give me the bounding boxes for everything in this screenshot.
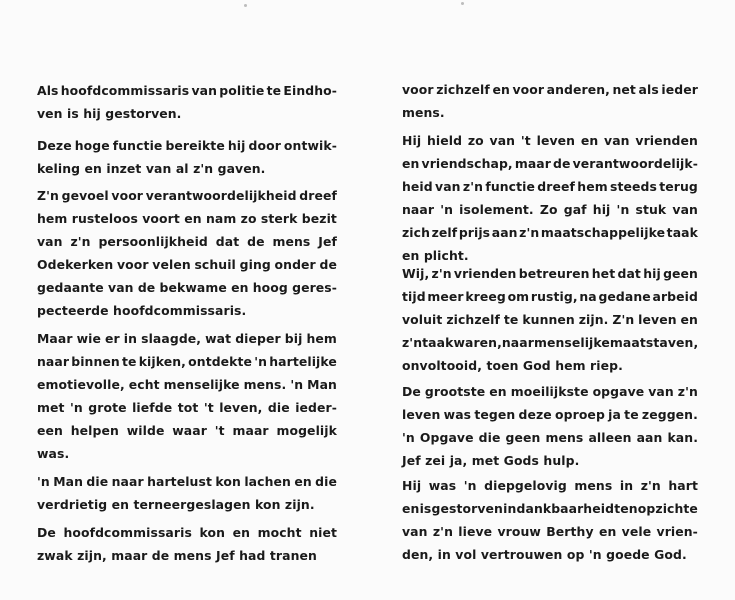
word: taak	[422, 335, 454, 350]
word: Zo	[539, 202, 558, 217]
word: vrienden	[635, 133, 698, 148]
word: naar	[402, 202, 435, 217]
word: isolement.	[459, 202, 534, 217]
word: was	[428, 478, 457, 493]
word: ja	[608, 407, 621, 422]
word: functie	[112, 138, 163, 153]
text-line	[37, 134, 337, 157]
word: opzichte	[637, 501, 698, 516]
paper-speck	[244, 4, 247, 7]
word: z'n	[70, 234, 91, 249]
word: de	[137, 280, 156, 295]
word: onder	[274, 257, 316, 272]
word: kreeg	[465, 289, 506, 304]
word: meer	[427, 289, 464, 304]
word: dankbaarheid	[516, 501, 615, 516]
word: Man	[307, 377, 337, 392]
word: wat	[205, 331, 232, 346]
word: schuil	[194, 257, 236, 272]
text-line	[37, 396, 337, 419]
word: in	[503, 501, 517, 516]
word: zelf	[431, 225, 458, 240]
text-line	[402, 331, 698, 354]
word: Maar	[37, 331, 73, 346]
word: vriendschap,	[421, 156, 513, 171]
text-line	[402, 262, 698, 285]
word: dreef	[299, 188, 337, 203]
word: mens	[574, 478, 613, 493]
word: emotievolle,	[37, 377, 125, 392]
text-line	[402, 403, 698, 426]
word: velen	[152, 257, 191, 272]
word: 't	[203, 400, 214, 415]
word: diepgelovig	[484, 478, 567, 493]
word: 'n	[440, 202, 454, 217]
word: tijd	[402, 289, 426, 304]
word: ieder	[661, 82, 698, 97]
text-line	[37, 350, 337, 373]
word: ontdekte	[188, 354, 253, 369]
word: naar	[501, 335, 534, 350]
text-line	[402, 198, 698, 221]
text-line	[37, 79, 337, 102]
word: kan.	[667, 430, 698, 445]
word: en	[402, 156, 420, 171]
text-line	[402, 474, 698, 497]
word: opgave	[592, 384, 645, 399]
word: en	[232, 525, 251, 540]
word: z'n	[432, 524, 453, 539]
word: Opgave	[419, 430, 474, 445]
word: vrienden	[453, 266, 517, 281]
word: mens	[272, 234, 311, 249]
paragraph	[402, 474, 698, 566]
text-line	[402, 520, 698, 543]
word: 'n	[37, 474, 50, 489]
word: maar	[232, 423, 269, 438]
word: deze	[518, 407, 552, 422]
word: ontwik-	[283, 138, 337, 153]
word: 'n	[616, 202, 630, 217]
word: die	[267, 400, 290, 415]
word: geen	[505, 430, 541, 445]
word: kunnen	[522, 312, 575, 327]
word: heid	[402, 179, 433, 194]
word: ging	[239, 257, 271, 272]
word: ieder-	[295, 400, 337, 415]
text-line	[402, 221, 698, 244]
word: De	[37, 525, 56, 540]
word: van	[191, 83, 218, 98]
paragraph	[402, 262, 698, 377]
word: Jef	[318, 234, 337, 249]
word: verantwoordelijk-	[572, 156, 698, 171]
text-line: Jef zei ja, met Gods hulp.	[402, 453, 580, 468]
word: functie	[485, 179, 535, 194]
word: en	[598, 524, 617, 539]
word: hoofdcommissaris	[60, 83, 190, 98]
word: aan	[636, 430, 663, 445]
word: Z'n	[612, 312, 635, 327]
word: hem	[577, 179, 608, 194]
word: zo	[467, 133, 484, 148]
word: 'n	[254, 354, 268, 369]
word: dreef	[537, 179, 575, 194]
word: De	[402, 384, 421, 399]
paragraph	[37, 184, 337, 322]
text-line	[37, 521, 337, 544]
word: die	[478, 430, 501, 445]
word: voor	[512, 82, 545, 97]
word: dieper	[235, 331, 281, 346]
word: wie	[76, 331, 102, 346]
word: zich	[402, 225, 431, 240]
text-line: en plicht.	[402, 248, 469, 263]
word: naar	[37, 354, 70, 369]
paragraph	[37, 470, 337, 516]
word: grote	[88, 400, 127, 415]
word: Als	[37, 83, 59, 98]
word: van	[108, 280, 134, 295]
text-line: ven is hij gestorven.	[37, 106, 182, 121]
paragraph	[37, 521, 337, 567]
word: in	[619, 478, 634, 493]
word: rusteloos	[71, 211, 138, 226]
word: z'n	[402, 335, 423, 350]
word: en	[580, 133, 599, 148]
word: steeds	[610, 179, 657, 194]
text-line: pecteerde hoofdcommissaris.	[37, 303, 247, 318]
word: tot	[177, 400, 199, 415]
word: terug	[659, 179, 698, 194]
word: Eindho-	[283, 83, 337, 98]
word: voor	[116, 257, 149, 272]
text-line	[37, 373, 337, 396]
text-line	[402, 175, 698, 198]
word: moeilijkste	[510, 384, 589, 399]
word: voort	[142, 211, 180, 226]
word: geen	[663, 266, 698, 281]
word: mens	[545, 430, 584, 445]
word: hij	[643, 266, 661, 281]
word: menselijke	[533, 335, 610, 350]
word: taak	[666, 225, 698, 240]
word: aan	[491, 225, 518, 240]
word: slaagde,	[141, 331, 202, 346]
word: gedane	[598, 289, 651, 304]
word: Hij	[402, 133, 422, 148]
word: oproep	[555, 407, 605, 422]
word: 'n	[402, 430, 415, 445]
word: vele	[621, 524, 652, 539]
word: van	[37, 234, 63, 249]
word: die	[86, 474, 109, 489]
word: kijken,	[138, 354, 186, 369]
word: het	[591, 266, 616, 281]
word: van	[435, 179, 461, 194]
text-line	[402, 129, 698, 152]
word: zichzelf	[436, 82, 490, 97]
paragraph	[402, 78, 698, 124]
word: gestorven	[431, 501, 503, 516]
word: de	[553, 156, 571, 171]
word: te	[266, 83, 282, 98]
word: hoofdcommissaris	[63, 525, 192, 540]
text-line	[37, 327, 337, 350]
word: binnen	[71, 354, 120, 369]
word: van	[648, 384, 674, 399]
word: helpen	[70, 423, 119, 438]
word: en	[294, 474, 312, 489]
text-line: keling en inzet van al z'n gaven.	[37, 161, 266, 176]
word: 'n	[70, 400, 83, 415]
word: bezit	[301, 211, 337, 226]
word: z'n	[519, 225, 540, 240]
word: 't	[520, 133, 531, 148]
word: vrouw	[497, 524, 541, 539]
text-line	[37, 253, 337, 276]
word: leven	[638, 312, 677, 327]
word: hart	[668, 478, 698, 493]
word: persoonlijkheid	[98, 234, 208, 249]
word: verantwoordelijkheid	[145, 188, 297, 203]
paragraph	[37, 327, 337, 465]
word: Man	[53, 474, 84, 489]
word: anderen,	[546, 82, 610, 97]
text-line	[37, 230, 337, 253]
word: en	[231, 280, 249, 295]
word: zijn.	[578, 312, 609, 327]
word: was	[443, 407, 472, 422]
word: 't	[214, 423, 225, 438]
paper-speck	[461, 2, 464, 5]
word: maatstaven,	[609, 335, 699, 350]
word: kon	[215, 474, 241, 489]
word: ten	[614, 501, 638, 516]
word: hield	[426, 133, 463, 148]
word: die	[315, 474, 337, 489]
word: en	[402, 501, 420, 516]
word: menselijke	[163, 377, 240, 392]
text-line	[402, 426, 698, 449]
word: de	[319, 257, 337, 272]
word: door	[248, 138, 281, 153]
text-line	[37, 207, 337, 230]
word: is	[419, 501, 432, 516]
word: stuk	[635, 202, 667, 217]
word: voor	[402, 82, 434, 97]
word: wilde	[126, 423, 165, 438]
word: lieve	[458, 524, 493, 539]
word: gevoel	[61, 188, 109, 203]
word: grootste	[424, 384, 486, 399]
word: z'n	[462, 179, 484, 194]
word: z'n	[431, 266, 452, 281]
word: waren,	[453, 335, 502, 350]
word: van	[402, 524, 428, 539]
word: Deze	[37, 138, 72, 153]
word: om	[507, 289, 530, 304]
word: Berthy	[546, 524, 594, 539]
text-line	[402, 308, 698, 331]
word: er	[105, 331, 120, 346]
word: lachen	[244, 474, 291, 489]
word: hoge	[74, 138, 110, 153]
word: als	[638, 82, 659, 97]
paragraph	[402, 380, 698, 472]
word: te	[122, 354, 137, 369]
paragraph	[37, 79, 337, 125]
word: de	[247, 234, 265, 249]
word: naar	[111, 474, 144, 489]
word: hij	[592, 202, 611, 217]
word: leven,	[219, 400, 263, 415]
word: in	[123, 331, 138, 346]
word: Wij,	[402, 266, 430, 281]
word: politie	[219, 83, 265, 98]
word: kon	[199, 525, 226, 540]
word: liefde	[132, 400, 173, 415]
text-line: verdrietig en terneergeslagen kon zijn.	[37, 497, 315, 512]
word: en	[680, 312, 698, 327]
word: Odekerken	[37, 257, 114, 272]
text-line: den, in vol vertrouwen op 'n goede God.	[402, 547, 687, 562]
word: prijs	[458, 225, 491, 240]
word: net	[612, 82, 636, 97]
word: bereikte	[165, 138, 225, 153]
word: betreuren	[518, 266, 590, 281]
word: z'n	[640, 478, 661, 493]
word: Hij	[402, 478, 422, 493]
word: gedaante	[37, 280, 104, 295]
word: vrien-	[656, 524, 698, 539]
word: van	[489, 133, 516, 148]
word: na	[579, 289, 597, 304]
word: hoog	[252, 280, 288, 295]
word: echt	[128, 377, 160, 392]
word: alleen	[588, 430, 632, 445]
text-line	[37, 276, 337, 299]
paragraph	[402, 129, 698, 267]
word: hij	[227, 138, 246, 153]
word: mens.	[243, 377, 287, 392]
word: zeggen.	[641, 407, 698, 422]
word: tegen	[474, 407, 516, 422]
word: nam	[205, 211, 237, 226]
word: hem	[37, 211, 68, 226]
text-line: was.	[37, 446, 70, 461]
word: Z'n	[37, 188, 59, 203]
word: z'n	[677, 384, 698, 399]
text-line	[402, 152, 698, 175]
word: zo	[240, 211, 257, 226]
word: gaf	[563, 202, 587, 217]
text-line: mens.	[402, 105, 445, 120]
word: en	[184, 211, 202, 226]
word: van	[672, 202, 698, 217]
word: 'n	[290, 377, 304, 392]
word: met	[37, 400, 65, 415]
text-line	[402, 380, 698, 403]
word: een	[37, 423, 63, 438]
word: bij	[284, 331, 303, 346]
word: mocht	[257, 525, 302, 540]
word: zichzelf	[446, 312, 501, 327]
word: te	[624, 407, 639, 422]
paragraph	[37, 134, 337, 180]
word: maatschappelijke	[540, 225, 666, 240]
word: bekwame	[159, 280, 227, 295]
text-line	[37, 184, 337, 207]
word: te	[503, 312, 519, 327]
word: hartelijke	[269, 354, 337, 369]
word: niet	[309, 525, 337, 540]
word: arbeid	[652, 289, 698, 304]
text-line: zwak zijn, maar de mens Jef had tranen	[37, 548, 317, 563]
word: hartelust	[147, 474, 212, 489]
word: waar	[172, 423, 207, 438]
word: voluit	[402, 312, 443, 327]
word: en	[489, 384, 507, 399]
word: 'n	[463, 478, 477, 493]
word: rustig,	[530, 289, 578, 304]
word: voor	[111, 188, 144, 203]
word: leven	[402, 407, 441, 422]
text-line	[402, 78, 698, 101]
word: van	[604, 133, 630, 148]
text-line	[37, 470, 337, 493]
word: dat	[617, 266, 641, 281]
word: sterk	[260, 211, 298, 226]
word: en	[492, 82, 510, 97]
word: hem	[306, 331, 337, 346]
word: geres-	[292, 280, 337, 295]
text-line	[402, 497, 698, 520]
word: maar	[514, 156, 551, 171]
word: dat	[215, 234, 240, 249]
word: mogelijk	[276, 423, 337, 438]
text-line	[37, 419, 337, 442]
text-line: onvoltooid, toen God hem riep.	[402, 358, 623, 373]
word: leven	[536, 133, 576, 148]
text-line	[402, 285, 698, 308]
